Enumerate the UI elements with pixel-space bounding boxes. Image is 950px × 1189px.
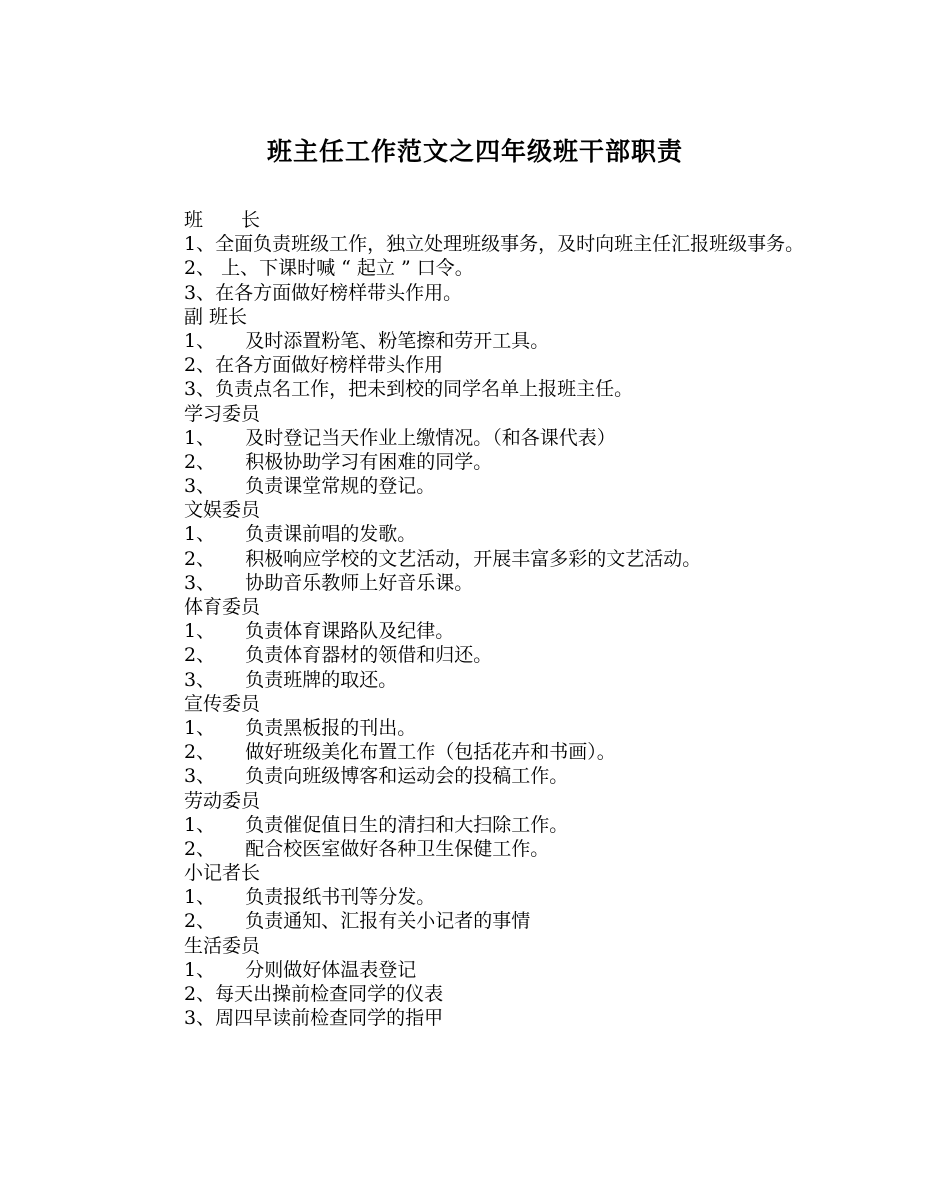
section-item: 2、 积极响应学校的文艺活动，开展丰富多彩的文艺活动。 [184,547,702,570]
section-heading: 小记者长 [184,862,261,885]
section-heading: 班 长 [184,209,261,231]
section-item: 2、在各方面做好榜样带头作用 [184,354,444,377]
section-heading: 文娱委员 [184,499,261,522]
section-item: 1、 分则做好体温表登记 [184,958,417,981]
section-item: 3、 负责向班级博客和运动会的投稿工作。 [184,765,569,788]
section-item: 1、 及时添置粉笔、粉笔擦和劳开工具。 [184,329,550,352]
section-item: 1、 负责催促值日生的清扫和大扫除工作。 [184,813,569,836]
section-item: 1、 及时登记当天作业上缴情况。（和各课代表） [184,426,616,449]
section-heading: 副 班长 [184,305,248,328]
section-item: 2、 积极协助学习有困难的同学。 [184,450,493,473]
section-item: 3、周四早读前检查同学的指甲 [184,1007,444,1030]
section-item: 2、 上、下课时喊 “ 起立 ” 口令。 [184,257,474,280]
section-heading: 生活委员 [184,934,261,957]
document-title: 班主任工作范文之四年级班干部职责 [266,137,683,166]
section-heading: 学习委员 [184,402,261,425]
section-item: 2、每天出操前检查同学的仪表 [184,983,444,1006]
section-item: 3、负责点名工作，把未到校的同学名单上报班主任。 [184,378,634,401]
section-item: 2、 负责通知、汇报有关小记者的事情 [184,910,531,933]
section-item: 1、 负责黑板报的刊出。 [184,716,417,739]
section-item: 1、 负责课前唱的发歌。 [184,523,417,546]
section-heading: 宣传委员 [184,692,261,715]
section-item: 3、 负责课堂常规的登记。 [184,475,436,498]
section-item: 2、 配合校医室做好各种卫生保健工作。 [184,837,550,860]
section-item: 2、 做好班级美化布置工作（包括花卉和书画）。 [184,741,616,764]
section-item: 1、 负责体育课路队及纪律。 [184,620,455,643]
section-item: 3、在各方面做好榜样带头作用。 [184,281,463,304]
section-item: 3、 协助音乐教师上好音乐课。 [184,571,474,594]
section-item: 1、全面负责班级工作，独立处理班级事务，及时向班主任汇报班级事务。 [184,233,805,256]
section-heading: 体育委员 [184,596,261,619]
section-heading: 劳动委员 [184,789,261,812]
section-item: 3、 负责班牌的取还。 [184,668,398,691]
section-item: 2、 负责体育器材的领借和归还。 [184,644,493,667]
section-item: 1、 负责报纸书刊等分发。 [184,886,436,909]
document-body [141,208,821,1030]
